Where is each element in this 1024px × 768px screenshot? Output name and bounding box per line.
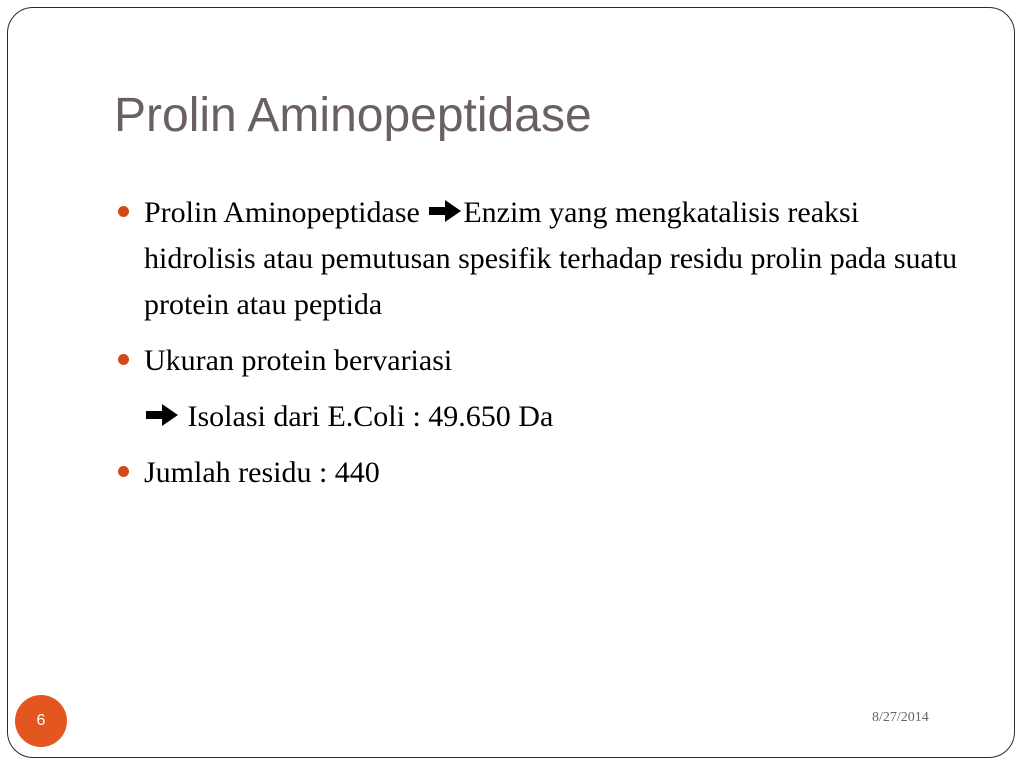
sub-item-text: Isolasi dari E.Coli : 49.650 Da [180,400,554,433]
bullet-item [116,190,976,328]
bullet-text: Ukuran protein bervariasi [144,344,453,377]
slide-date: 8/27/2014 [872,710,929,725]
right-arrow-icon [427,198,463,224]
bullet-dot-icon [118,354,129,365]
sub-item [116,394,976,440]
bullet-item [116,450,976,496]
right-arrow-icon [144,402,180,428]
bullet-item [116,338,976,384]
bullet-lead-text: Prolin Aminopeptidase [144,196,428,229]
slide-content [116,190,976,496]
bullet-dot-icon [118,466,129,477]
bullet-text: Jumlah residu : 440 [144,456,380,489]
page-number-badge: 6 [15,695,67,747]
bullet-rest-text: Enzim yang mengkatalisis reaksi hidrolisis atau pemutusan spesifik terhadap residu prolin pada suatu protein atau peptida [144,196,958,321]
slide-title: Prolin Aminopeptidase [114,89,592,142]
bullet-dot-icon [118,206,129,217]
